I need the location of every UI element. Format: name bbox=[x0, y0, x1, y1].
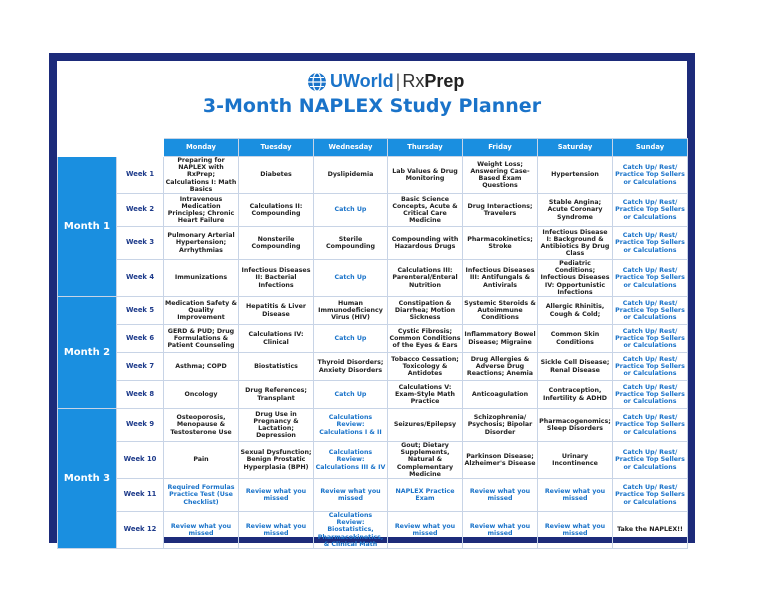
topic-cell: Review what you missed bbox=[239, 479, 314, 512]
topic-cell: Infectious Disease I: Background & Antibiotics By Drug Class bbox=[538, 227, 613, 260]
topic-cell: Review what you missed bbox=[239, 512, 314, 549]
topic-cell: Compounding with Hazardous Drugs bbox=[388, 227, 463, 260]
topic-cell: Catch Up/ Rest/ Practice Top Sellers or Calculations bbox=[613, 157, 688, 194]
topic-cell: Required Formulas Practice Test (Use Checklist) bbox=[164, 479, 239, 512]
topic-cell: Review what you missed bbox=[388, 512, 463, 549]
topic-cell: Drug Allergies & Adverse Drug Reactions; Anemia bbox=[463, 353, 538, 381]
topic-cell: Catch Up bbox=[314, 325, 388, 353]
topic-cell: Oncology bbox=[164, 381, 239, 409]
topic-cell: Calculations Review: Biostatistics, Pharmacokinetics, & Clinical Math bbox=[314, 512, 388, 549]
topic-cell: Review what you missed bbox=[164, 512, 239, 549]
topic-cell: Nonsterile Compounding bbox=[239, 227, 314, 260]
week-label: Week 4 bbox=[117, 260, 164, 297]
topic-cell: Catch Up/ Rest/ Practice Top Sellers or Calculations bbox=[613, 479, 688, 512]
topic-cell: Gout; Dietary Supplements, Natural & Complementary Medicine bbox=[388, 442, 463, 479]
globe-icon bbox=[307, 72, 327, 92]
topic-cell: Drug References; Transplant bbox=[239, 381, 314, 409]
topic-cell: Catch Up bbox=[314, 260, 388, 297]
topic-cell: Review what you missed bbox=[314, 479, 388, 512]
topic-cell: Medication Safety & Quality Improvement bbox=[164, 297, 239, 325]
week-label: Week 2 bbox=[117, 194, 164, 227]
topic-cell: Drug Use in Pregnancy & Lactation; Depression bbox=[239, 409, 314, 442]
corner-cell bbox=[117, 139, 164, 157]
topic-cell: Biostatistics bbox=[239, 353, 314, 381]
study-planner-table bbox=[57, 138, 688, 549]
week-label: Week 8 bbox=[117, 381, 164, 409]
table-row bbox=[58, 297, 688, 325]
topic-cell: Sexual Dysfunction; Benign Prostatic Hyperplasia (BPH) bbox=[239, 442, 314, 479]
logo-rx: Rx bbox=[402, 71, 425, 91]
topic-cell: Preparing for NAPLEX with RxPrep; Calculations I: Math Basics bbox=[164, 157, 239, 194]
topic-cell: Catch Up/ Rest/ Practice Top Sellers or Calculations bbox=[613, 260, 688, 297]
topic-cell: Diabetes bbox=[239, 157, 314, 194]
corner-cell bbox=[58, 139, 117, 157]
topic-cell: Osteoporosis, Menopause & Testosterone Use bbox=[164, 409, 239, 442]
day-header: Monday bbox=[164, 139, 239, 157]
topic-cell: Cystic Fibrosis; Common Conditions of the Eyes & Ears bbox=[388, 325, 463, 353]
topic-cell: Anticoagulation bbox=[463, 381, 538, 409]
topic-cell: Catch Up/ Rest/ Practice Top Sellers or Calculations bbox=[613, 409, 688, 442]
week-label: Week 7 bbox=[117, 353, 164, 381]
topic-cell: Catch Up/ Rest/ Practice Top Sellers or Calculations bbox=[613, 297, 688, 325]
topic-cell: Drug Interactions; Travelers bbox=[463, 194, 538, 227]
topic-cell: Review what you missed bbox=[463, 512, 538, 549]
table-row bbox=[58, 325, 688, 353]
topic-cell: Weight Loss; Answering Case-Based Exam Questions bbox=[463, 157, 538, 194]
topic-cell: Hypertension bbox=[538, 157, 613, 194]
topic-cell: Human Immunodeficiency Virus (HIV) bbox=[314, 297, 388, 325]
topic-cell: Review what you missed bbox=[463, 479, 538, 512]
topic-cell: Allergic Rhinitis, Cough & Cold; bbox=[538, 297, 613, 325]
header bbox=[57, 61, 687, 136]
topic-cell: Catch Up bbox=[314, 381, 388, 409]
topic-cell: Pharmacokinetics; Stroke bbox=[463, 227, 538, 260]
topic-cell: Seizures/Epilepsy bbox=[388, 409, 463, 442]
topic-cell: Catch Up/ Rest/ Practice Top Sellers or Calculations bbox=[613, 353, 688, 381]
table-row bbox=[58, 227, 688, 260]
days-header-row bbox=[58, 139, 688, 157]
topic-cell: Calculations V: Exam-Style Math Practice bbox=[388, 381, 463, 409]
topic-cell: Infectious Diseases II: Bacterial Infections bbox=[239, 260, 314, 297]
table-row bbox=[58, 442, 688, 479]
table-row bbox=[58, 381, 688, 409]
table-row bbox=[58, 194, 688, 227]
topic-cell: Calculations III: Parenteral/Enteral Nutrition bbox=[388, 260, 463, 297]
day-header: Tuesday bbox=[239, 139, 314, 157]
topic-cell: Inflammatory Bowel Disease; Migraine bbox=[463, 325, 538, 353]
week-label: Week 5 bbox=[117, 297, 164, 325]
topic-cell: Calculations II: Compounding bbox=[239, 194, 314, 227]
brand-logo bbox=[307, 71, 464, 92]
topic-cell: Calculations Review: Calculations I & II bbox=[314, 409, 388, 442]
page-title: 3-Month NAPLEX Study Planner bbox=[202, 95, 542, 117]
topic-cell: Review what you missed bbox=[538, 479, 613, 512]
topic-cell: Catch Up/ Rest/ Practice Top Sellers or Calculations bbox=[613, 325, 688, 353]
logo-prep: Prep bbox=[424, 71, 465, 91]
day-header: Friday bbox=[463, 139, 538, 157]
topic-cell: Pediatric Conditions; Infectious Diseases IV: Opportunistic Infections bbox=[538, 260, 613, 297]
logo-brand: UWorld bbox=[330, 71, 394, 91]
topic-cell: Schizophrenia/ Psychosis; Bipolar Disorder bbox=[463, 409, 538, 442]
topic-cell: Tobacco Cessation; Toxicology & Antidotes bbox=[388, 353, 463, 381]
topic-cell: Calculations IV: Clinical bbox=[239, 325, 314, 353]
topic-cell: Infectious Diseases III: Antifungals & Antivirals bbox=[463, 260, 538, 297]
topic-cell: Catch Up/ Rest/ Practice Top Sellers or Calculations bbox=[613, 442, 688, 479]
topic-cell: Systemic Steroids & Autoimmune Conditions bbox=[463, 297, 538, 325]
topic-cell: Sterile Compounding bbox=[314, 227, 388, 260]
day-header: Thursday bbox=[388, 139, 463, 157]
table-row bbox=[58, 512, 688, 549]
week-label: Week 9 bbox=[117, 409, 164, 442]
topic-cell: Catch Up/ Rest/ Practice Top Sellers or Calculations bbox=[613, 227, 688, 260]
topic-cell: Pharmacogenomics; Sleep Disorders bbox=[538, 409, 613, 442]
topic-cell: Asthma; COPD bbox=[164, 353, 239, 381]
topic-cell: Immunizations bbox=[164, 260, 239, 297]
day-header: Sunday bbox=[613, 139, 688, 157]
topic-cell: Review what you missed bbox=[538, 512, 613, 549]
topic-cell: Stable Angina; Acute Coronary Syndrome bbox=[538, 194, 613, 227]
day-header: Saturday bbox=[538, 139, 613, 157]
topic-cell: Parkinson Disease; Alzheimer's Disease bbox=[463, 442, 538, 479]
topic-cell: Lab Values & Drug Monitoring bbox=[388, 157, 463, 194]
topic-cell: Take the NAPLEX!! bbox=[613, 512, 688, 549]
week-label: Week 10 bbox=[117, 442, 164, 479]
planner-sheet bbox=[57, 61, 687, 548]
topic-cell: Pulmonary Arterial Hypertension; Arrhythmias bbox=[164, 227, 239, 260]
month-label: Month 1 bbox=[58, 157, 117, 297]
topic-cell: Dyslipidemia bbox=[314, 157, 388, 194]
topic-cell: Basic Science Concepts, Acute & Critical Care Medicine bbox=[388, 194, 463, 227]
day-header: Wednesday bbox=[314, 139, 388, 157]
week-label: Week 1 bbox=[117, 157, 164, 194]
topic-cell: NAPLEX Practice Exam bbox=[388, 479, 463, 512]
table-row bbox=[58, 353, 688, 381]
topic-cell: Calculations Review: Calculations III & IV bbox=[314, 442, 388, 479]
table-row bbox=[58, 479, 688, 512]
topic-cell: Common Skin Conditions bbox=[538, 325, 613, 353]
month-label: Month 3 bbox=[58, 409, 117, 549]
topic-cell: Thyroid Disorders; Anxiety Disorders bbox=[314, 353, 388, 381]
week-label: Week 3 bbox=[117, 227, 164, 260]
month-label: Month 2 bbox=[58, 297, 117, 409]
planner-frame bbox=[49, 53, 695, 548]
table-row bbox=[58, 157, 688, 194]
topic-cell: Sickle Cell Disease; Renal Disease bbox=[538, 353, 613, 381]
planner-body bbox=[58, 157, 688, 549]
topic-cell: Catch Up/ Rest/ Practice Top Sellers or Calculations bbox=[613, 381, 688, 409]
topic-cell: Urinary Incontinence bbox=[538, 442, 613, 479]
topic-cell: Constipation & Diarrhea; Motion Sickness bbox=[388, 297, 463, 325]
table-row bbox=[58, 409, 688, 442]
topic-cell: Contraception, Infertility & ADHD bbox=[538, 381, 613, 409]
topic-cell: Pain bbox=[164, 442, 239, 479]
week-label: Week 12 bbox=[117, 512, 164, 549]
table-row bbox=[58, 260, 688, 297]
week-label: Week 11 bbox=[117, 479, 164, 512]
logo-separator: | bbox=[395, 71, 401, 91]
topic-cell: Catch Up bbox=[314, 194, 388, 227]
week-label: Week 6 bbox=[117, 325, 164, 353]
topic-cell: GERD & PUD; Drug Formulations & Patient Counseling bbox=[164, 325, 239, 353]
topic-cell: Intravenous Medication Principles; Chronic Heart Failure bbox=[164, 194, 239, 227]
topic-cell: Catch Up/ Rest/ Practice Top Sellers or Calculations bbox=[613, 194, 688, 227]
topic-cell: Hepatitis & Liver Disease bbox=[239, 297, 314, 325]
